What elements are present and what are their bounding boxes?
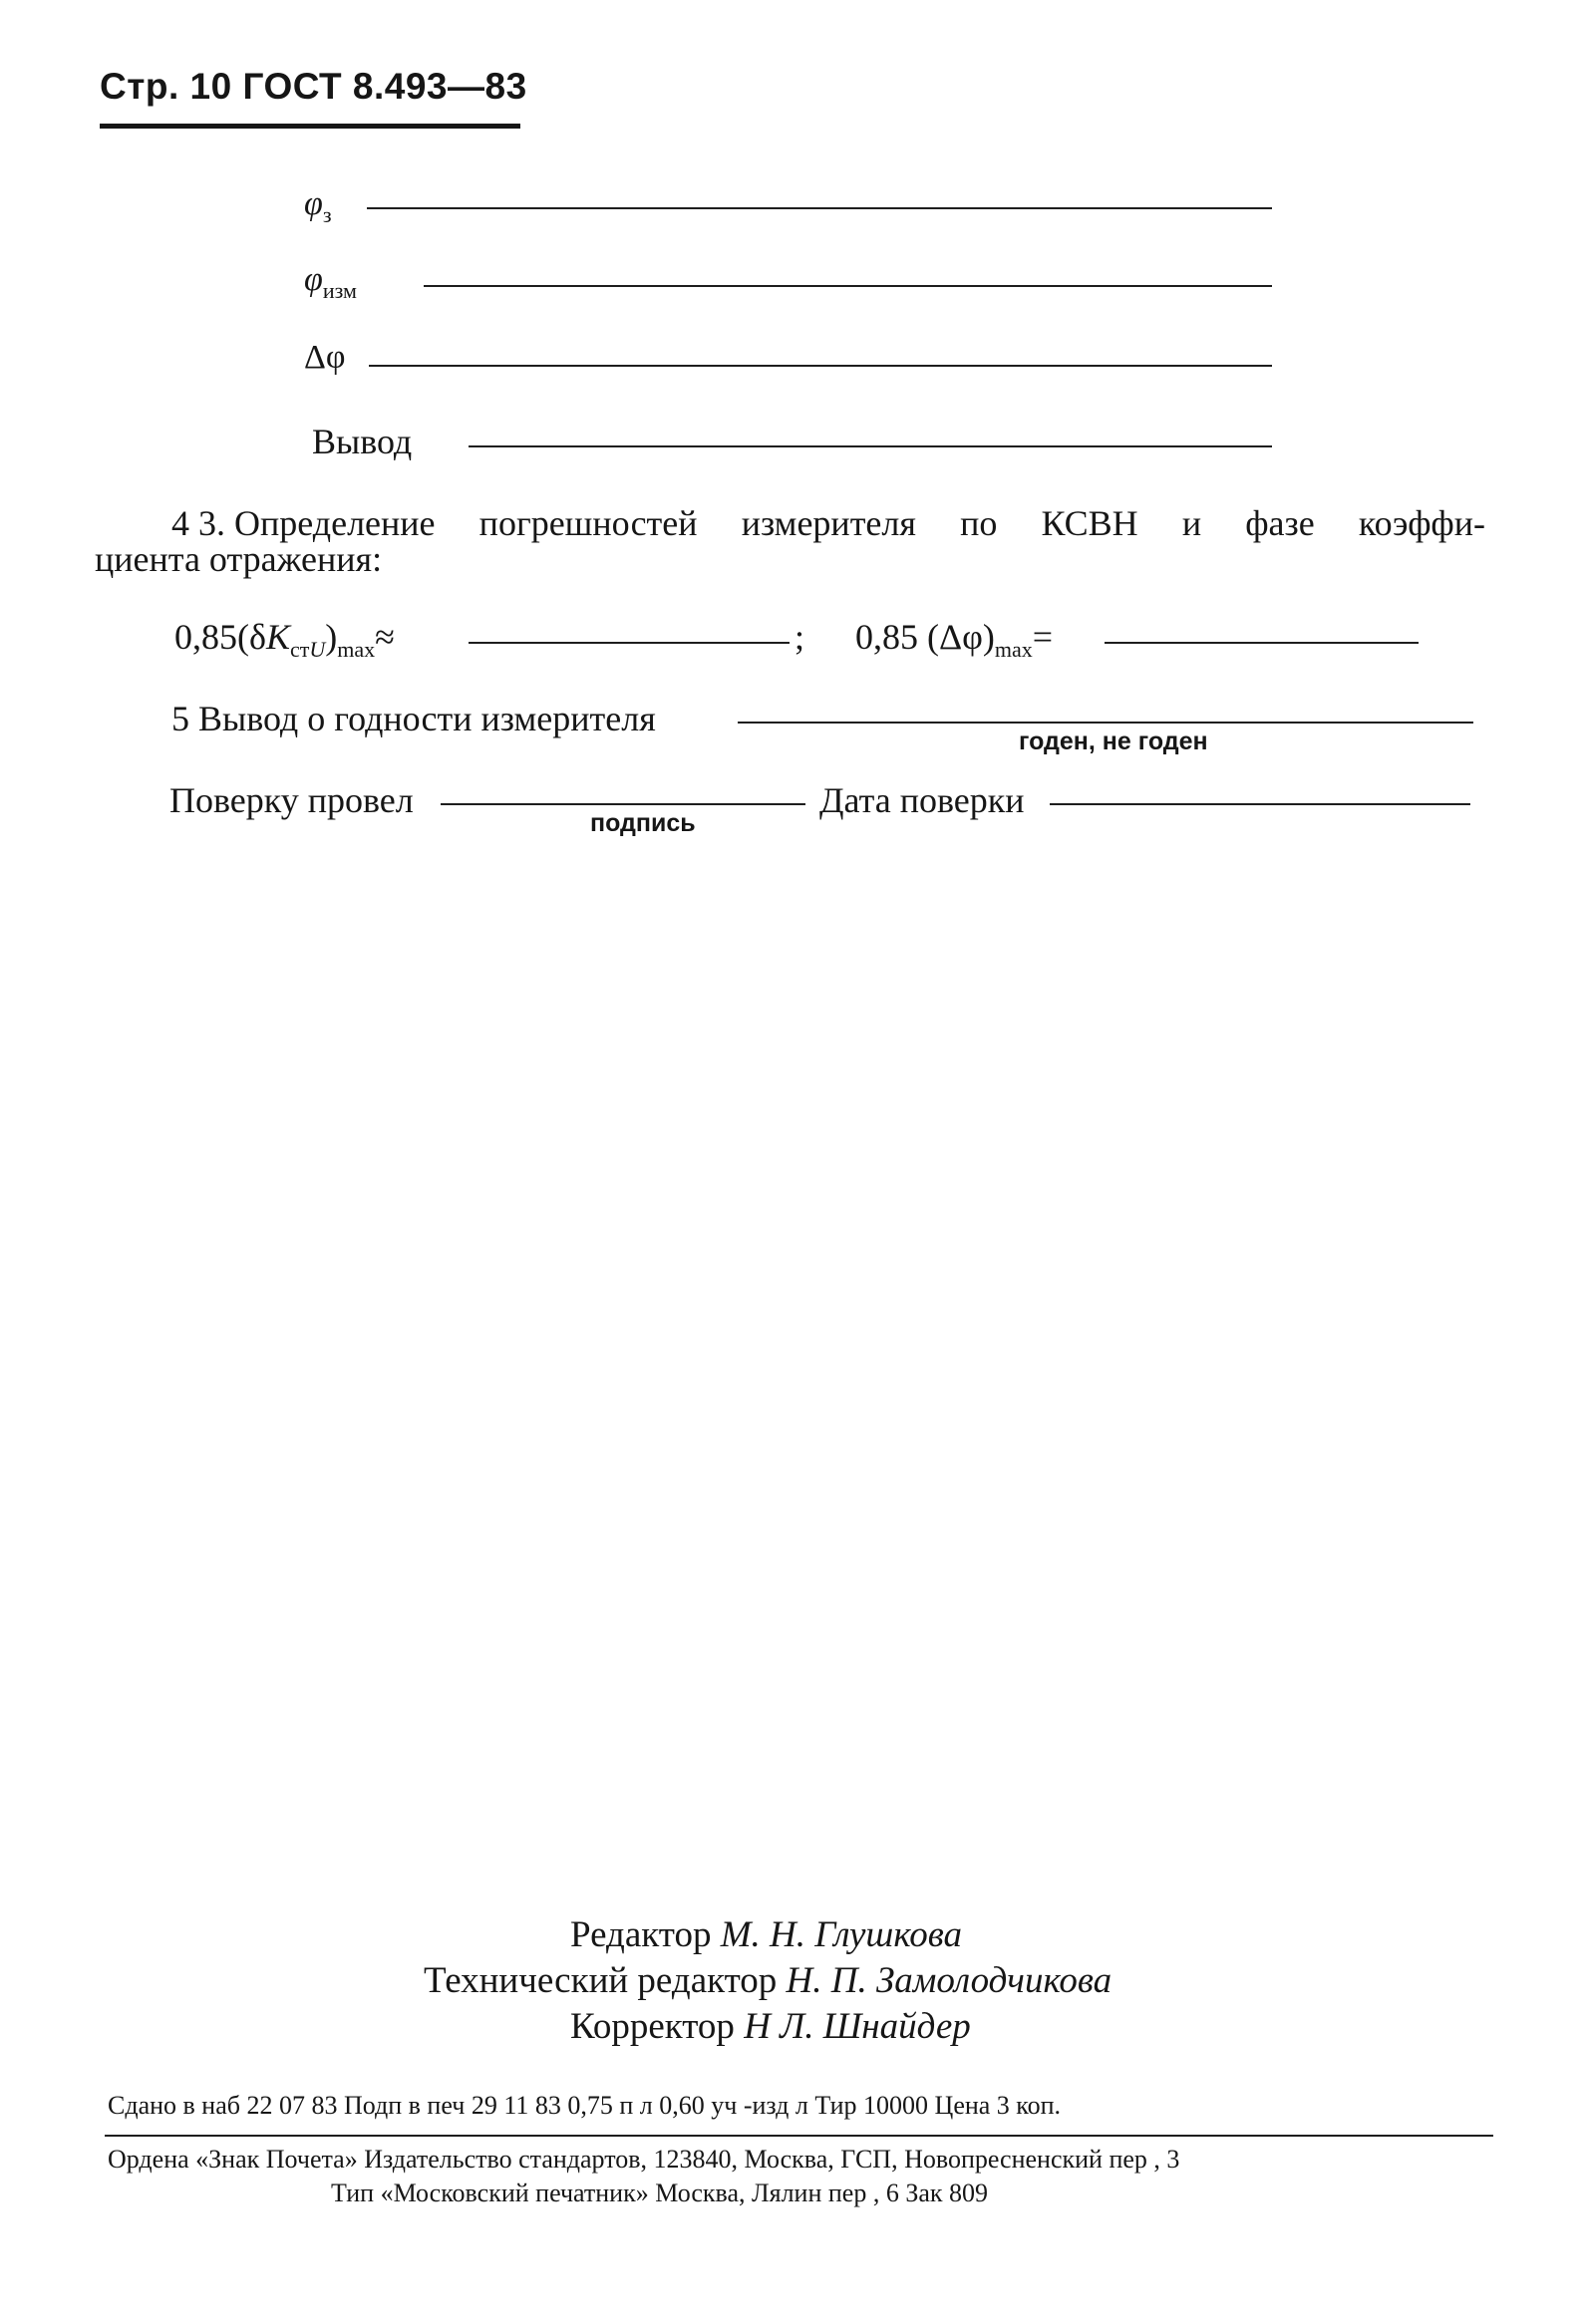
page-header bbox=[100, 66, 527, 108]
phi3-label: $\varphi_з$ bbox=[304, 185, 332, 227]
formula-separator: ; bbox=[794, 617, 805, 657]
performed-by-label: Поверку провел bbox=[169, 780, 414, 820]
standard-code: ГОСТ 8.493—83 bbox=[242, 66, 527, 107]
date-label: Дата поверки bbox=[819, 780, 1025, 820]
formula-phase: 0,85 $(\Delta\varphi)_{max}=$ bbox=[855, 617, 1054, 663]
imprint-rule bbox=[105, 2135, 1493, 2137]
formula-ksvn: $0,85(\delta K_{стU})_{max}\approx$ bbox=[174, 617, 395, 663]
imprint-line3: Тип «Московский печатник» Москва, Лялин пер , 6 Зак 809 bbox=[331, 2179, 989, 2207]
phi-meas-label: $\varphi_{изм}$ bbox=[304, 261, 357, 303]
date-field-line[interactable] bbox=[1050, 803, 1470, 805]
credit-tech-editor: Технический редактор Н. П. Замолодчикова bbox=[424, 1960, 1112, 2001]
suitability-field-line[interactable] bbox=[738, 722, 1473, 724]
delta-phi-field-line[interactable] bbox=[369, 365, 1272, 367]
page-number: Стр. 10 bbox=[100, 66, 232, 107]
phi-meas-field-line[interactable] bbox=[424, 285, 1272, 287]
conclusion-label: Вывод bbox=[312, 422, 413, 461]
suitability-hint: годен, не годен bbox=[1019, 727, 1208, 755]
section-5-label: 5 Вывод о годности измерителя bbox=[171, 699, 656, 738]
credit-corrector: Корректор Н Л. Шнайдер bbox=[570, 2006, 971, 2047]
section-4-3-line2: циента отражения: bbox=[95, 539, 383, 579]
signature-hint: подпись bbox=[590, 809, 696, 837]
imprint-line2: Ордена «Знак Почета» Издательство стандартов, 123840, Москва, ГСП, Новопресненский пер , 3 bbox=[108, 2145, 1180, 2174]
conclusion-field-line[interactable] bbox=[469, 445, 1272, 447]
phi3-field-line[interactable] bbox=[367, 207, 1272, 209]
imprint-line1: Сдано в наб 22 07 83 Подп в печ 29 11 83 0,75 п л 0,60 уч -изд л Тир 10000 Цена 3 коп. bbox=[108, 2091, 1062, 2120]
signature-field-line[interactable] bbox=[441, 803, 805, 805]
credit-editor: Редактор М. Н. Глушкова bbox=[570, 1914, 963, 1955]
header-rule bbox=[100, 124, 520, 129]
ksvn-error-field-line[interactable] bbox=[469, 642, 790, 644]
section-4-3-line1: 4 3. Определение погрешностей измерителя по КСВН и фазе коэффи- bbox=[171, 503, 1485, 543]
delta-phi-label: Δφ bbox=[304, 339, 346, 376]
phase-error-field-line[interactable] bbox=[1105, 642, 1419, 644]
